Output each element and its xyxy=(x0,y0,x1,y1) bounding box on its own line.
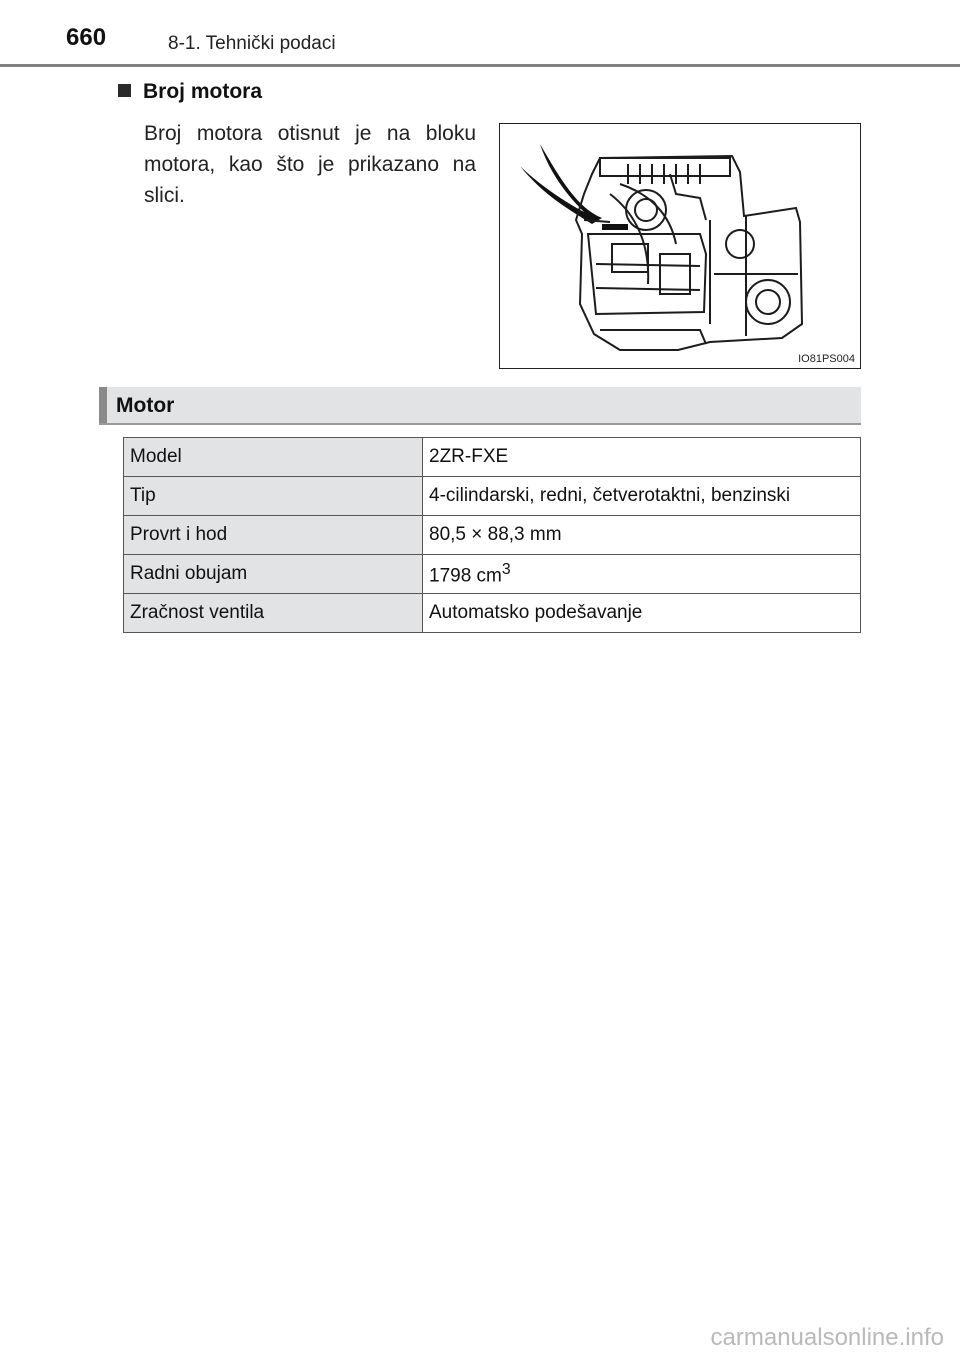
engine-number-description: Broj motora otisnut je na bloku motora, kao što je prikazano na slici. xyxy=(144,122,476,207)
spec-value: 80,5 × 88,3 mm xyxy=(423,516,861,555)
pointer-arrow-icon xyxy=(520,144,602,224)
unit-superscript: 3 xyxy=(501,560,511,578)
spec-key: Model xyxy=(124,438,423,477)
spec-key: Provrt i hod xyxy=(124,516,423,555)
chapter-title: 8-1. Tehnički podaci xyxy=(168,33,336,54)
page-number: 660 xyxy=(66,24,107,51)
engine-figure xyxy=(499,123,861,369)
engine-number-heading xyxy=(118,80,262,104)
spec-value: Automatsko podešavanje xyxy=(423,594,861,633)
table-row xyxy=(124,438,861,477)
table-row xyxy=(124,477,861,516)
spec-value: 1798 cm xyxy=(429,565,502,587)
engine-number-heading-text: Broj motora xyxy=(143,80,263,103)
table-row xyxy=(124,516,861,555)
spec-key: Radni obujam xyxy=(124,555,423,594)
table-row xyxy=(124,594,861,633)
engine-illustration xyxy=(500,124,860,368)
motor-section-bar xyxy=(99,387,861,425)
motor-spec-table xyxy=(123,437,861,633)
spec-key: Zračnost ventila xyxy=(124,594,423,633)
spec-value: 4-cilindarski, redni, četverotaktni, benzinski xyxy=(423,477,861,516)
watermark: carmanualsonline.info xyxy=(710,1324,944,1351)
table-row xyxy=(124,555,861,594)
spec-value-displacement xyxy=(423,555,861,594)
spec-value: 2ZR-FXE xyxy=(423,438,861,477)
header-rule xyxy=(0,64,960,67)
figure-code: IO81PS004 xyxy=(798,353,855,365)
section-accent xyxy=(99,387,107,423)
spec-key: Tip xyxy=(124,477,423,516)
motor-section-title: Motor xyxy=(116,394,175,417)
square-bullet-icon xyxy=(118,84,131,97)
